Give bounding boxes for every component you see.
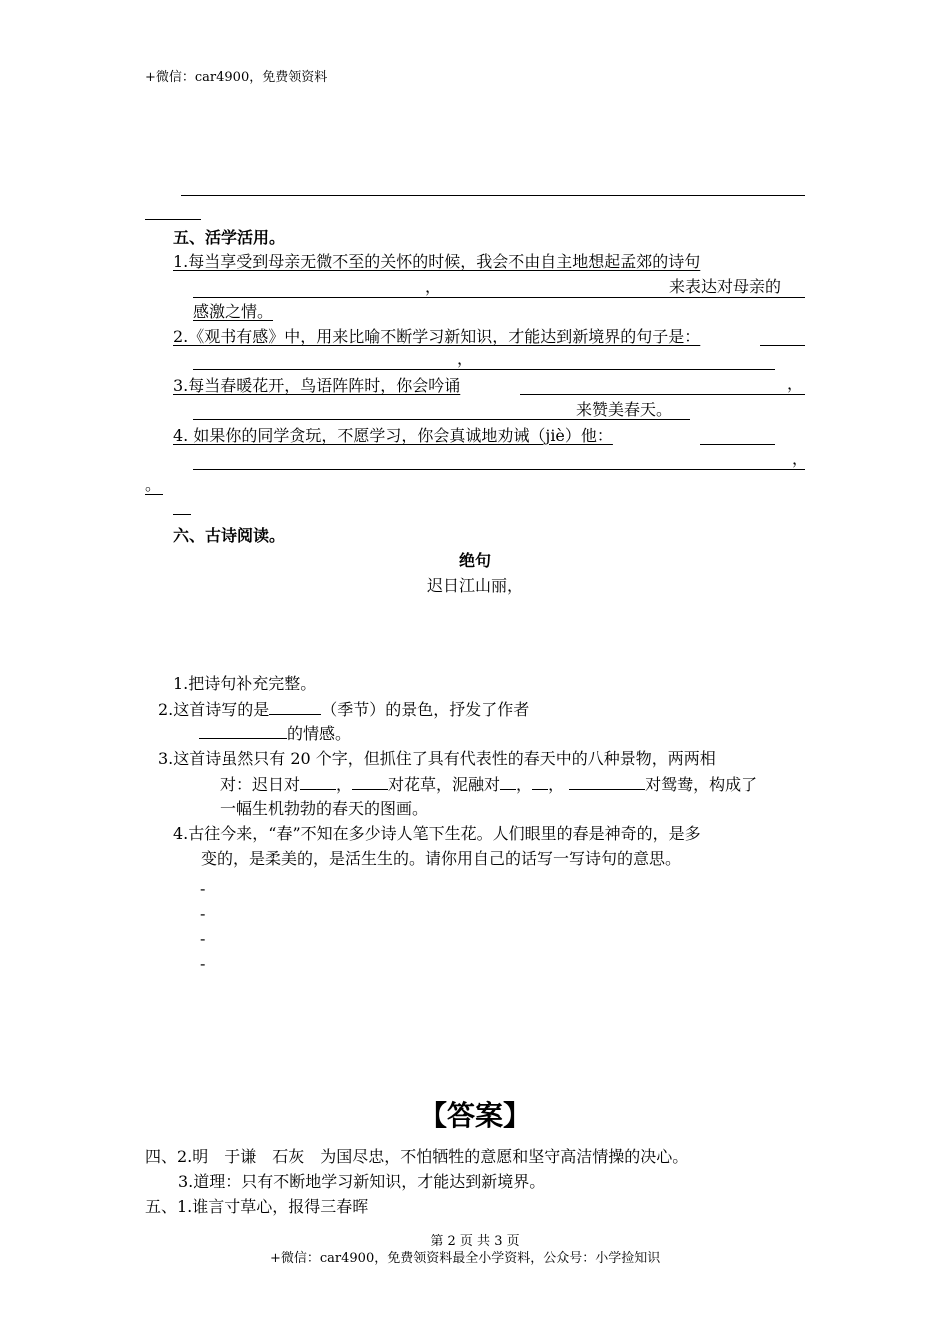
s6-q2-blank-season[interactable] xyxy=(269,698,321,715)
s5-q1-line3: 感激之情。 xyxy=(193,302,274,321)
s6-q4-line1: 4.古往今来，“春”不知在多少诗人笔下生花。人们眼里的春是神奇的，是多 xyxy=(173,824,701,843)
s6-q3-blank-4[interactable] xyxy=(532,773,548,790)
s5-q4-period: 。 xyxy=(145,475,162,494)
s6-q3-blank-2[interactable] xyxy=(352,773,388,790)
s6-q3-line1: 3.这首诗虽然只有 20 个字，但抓住了具有代表性的春天中的八种景物，两两相 xyxy=(158,749,716,768)
dash-2: - xyxy=(200,904,206,923)
s5-q3-line1: 3.每当春暖花开，鸟语阵阵时，你会吟诵 xyxy=(173,376,461,395)
s5-q3-comma: ， xyxy=(787,374,804,393)
s5-q4-short-line2 xyxy=(173,514,191,515)
footer-watermark: +微信：car4900，免费领资料最全小学资料，公众号：小学捡知识 xyxy=(270,1251,661,1266)
s5-q3-end: 来赞美春天。 xyxy=(576,400,673,419)
s6-q3-d: ， xyxy=(516,775,533,794)
poem-title: 绝句 xyxy=(458,551,491,570)
page-number: 第 2 页 共 3 页 xyxy=(430,1234,520,1249)
header-watermark: +微信：car4900，免费领资料 xyxy=(145,70,328,85)
s6-q3-blank-1[interactable] xyxy=(300,773,336,790)
answers-line1: 四、2.明 于谦 石灰 为国尽忠，不怕牺牲的意愿和坚守高洁情操的决心。 xyxy=(145,1147,689,1166)
dash-3: - xyxy=(200,929,206,948)
s5-q4-line1: 4. 如果你的同学贪玩，不愿学习，你会真诚地劝诫（jiè）他： xyxy=(173,426,613,445)
s6-q2-a: 2.这首诗写的是 xyxy=(158,700,270,719)
s5-q1-comma: ， xyxy=(425,277,442,296)
s5-q4-blank-line xyxy=(193,469,805,470)
s6-q2-blank-emotion[interactable] xyxy=(199,722,287,739)
poem-line1: 迟日江山丽， xyxy=(426,576,523,595)
s6-q3-b: ， xyxy=(336,775,353,794)
s6-q3-blank-5[interactable] xyxy=(569,773,645,790)
s6-q3-c: 对花草，泥融对 xyxy=(388,775,501,794)
s5-q4-short-line xyxy=(145,494,163,495)
s5-q2-line1: 2.《观书有感》中，用来比喻不断学习新知识，才能达到新境界的句子是： xyxy=(173,327,701,346)
s5-q4-tail-line xyxy=(700,444,775,445)
s5-q2-blank-line xyxy=(193,369,775,370)
answer-line-short xyxy=(145,219,201,220)
s6-q4-line2: 变的，是柔美的，是活生生的。请你用自己的话写一写诗句的意思。 xyxy=(201,849,682,868)
s6-q3-line3: 一幅生机勃勃的春天的图画。 xyxy=(220,799,429,818)
section6-title: 六、古诗阅读。 xyxy=(173,526,286,545)
answers-title: 【答案】 xyxy=(418,1099,531,1132)
s6-q2-line2 xyxy=(199,722,351,745)
dash-4: - xyxy=(200,954,206,973)
s6-q1: 1.把诗句补充完整。 xyxy=(173,674,317,693)
s6-q3-a: 对：迟日对 xyxy=(220,775,301,794)
s5-q2-tail-line xyxy=(760,345,805,346)
s6-q3-line2 xyxy=(220,773,757,796)
s5-q3-blank-line xyxy=(520,394,805,395)
answers-line2: 3.道理：只有不断地学习新知识，才能达到新境界。 xyxy=(178,1172,546,1191)
s6-q3-blank-3[interactable] xyxy=(500,773,516,790)
s6-q2-c: 的情感。 xyxy=(287,724,352,743)
s6-q2-line1 xyxy=(158,698,529,721)
dash-1: - xyxy=(200,879,206,898)
s5-q2-comma: ， xyxy=(457,349,474,368)
answers-line3: 五、1.谁言寸草心，报得三春晖 xyxy=(145,1197,369,1216)
s6-q3-e: ， xyxy=(548,775,565,794)
s6-q2-b: （季节）的景色，抒发了作者 xyxy=(321,700,530,719)
answer-line xyxy=(181,195,805,196)
s5-q4-comma: ， xyxy=(792,449,809,468)
s5-q1-end: 来表达对母亲的 xyxy=(669,277,782,296)
s5-q1-line1: 1.每当享受到母亲无微不至的关怀的时候，我会不由自主地想起孟郊的诗句 xyxy=(173,252,701,271)
s6-q3-f: 对鸳鸯，构成了 xyxy=(645,775,758,794)
section5-title: 五、活学活用。 xyxy=(173,228,286,247)
